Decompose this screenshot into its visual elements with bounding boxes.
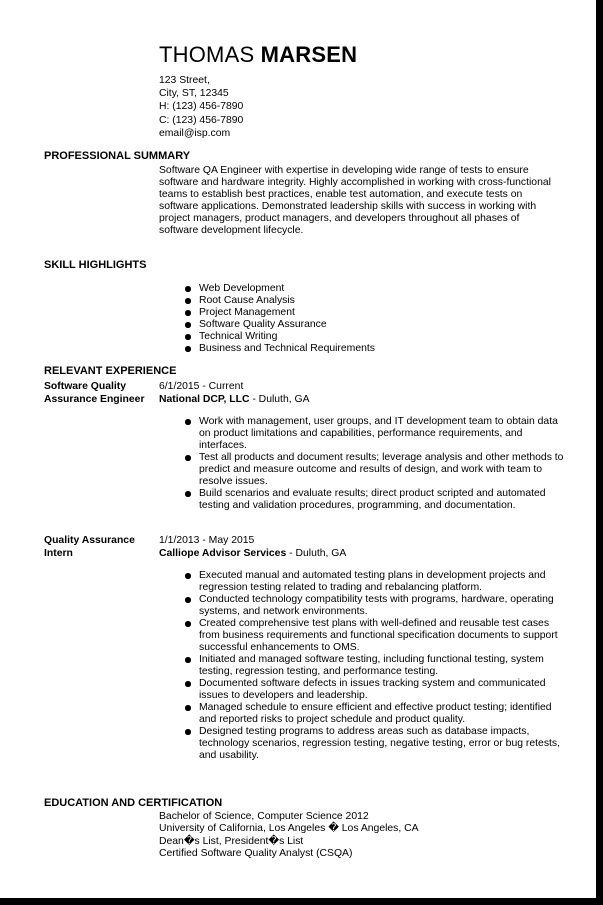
- list-item: Executed manual and automated testing plans in development projects and regression testing related to trading and rebalancing platform.: [184, 570, 569, 594]
- job-title: Quality Assurance Intern: [44, 535, 135, 559]
- job-employer: [159, 548, 346, 561]
- list-item: Project Management: [184, 307, 375, 319]
- job-title: Software Quality Assurance Engineer: [44, 381, 145, 405]
- list-item: Build scenarios and evaluate results; direct product scripted and automated testing and validation procedures, programming, and documentation.: [184, 488, 569, 512]
- list-item: Business and Technical Requirements: [184, 343, 375, 355]
- list-item: Documented software defects in issues tracking system and communicated issues to developers and leadership.: [184, 678, 569, 702]
- job-bullets: [184, 416, 569, 512]
- list-item: Created comprehensive test plans with well-defined and reusable test cases from business requirements and functional specification documents to support successful enhancements to OMS.: [184, 618, 569, 654]
- job-bullets: [184, 570, 569, 762]
- honors: Dean�s List, President�s List: [159, 835, 304, 847]
- list-item: Work with management, user groups, and IT development team to obtain data on product limitations and capabilities, performance requirements, and interfaces.: [184, 416, 569, 452]
- experience-heading: RELEVANT EXPERIENCE: [44, 365, 177, 377]
- university: University of California, Los Angeles � Los Angeles, CA: [159, 823, 419, 835]
- certification: Certified Software Quality Analyst (CSQA): [159, 847, 353, 859]
- home-phone: H: (123) 456-7890: [159, 101, 244, 113]
- first-name: THOMAS: [159, 42, 255, 67]
- list-item: Managed schedule to ensure efficient and effective product testing; identified and reported risks to project schedule and product quality.: [184, 702, 569, 726]
- list-item: Conducted technology compatibility tests with programs, hardware, operating systems, and network environments.: [184, 594, 569, 618]
- list-item: Web Development: [184, 283, 375, 295]
- company-name: Calliope Advisor Services: [159, 547, 287, 559]
- list-item: Test all products and document results; leverage analysis and other methods to predict and measure outcome and results of design, and work with team to resolve issues.: [184, 452, 569, 488]
- job-location: - Duluth, GA: [249, 393, 310, 405]
- job-dates: 1/1/2013 - May 2015: [159, 535, 255, 546]
- summary-heading: PROFESSIONAL SUMMARY: [44, 150, 191, 162]
- company-name: National DCP, LLC: [159, 393, 250, 405]
- job-employer: [159, 394, 310, 407]
- candidate-name: [159, 42, 357, 68]
- contact-info: [159, 74, 243, 140]
- list-item: Software Quality Assurance: [184, 319, 375, 331]
- skills-heading: SKILL HIGHLIGHTS: [44, 259, 147, 271]
- job-dates: 6/1/2015 - Current: [159, 381, 244, 392]
- job-meta: [159, 535, 346, 560]
- address-city: City, ST, 12345: [159, 88, 229, 100]
- job-location: - Duluth, GA: [286, 547, 347, 559]
- education-heading: EDUCATION AND CERTIFICATION: [44, 797, 223, 809]
- list-item: Technical Writing: [184, 331, 375, 343]
- list-item: Designed testing programs to address areas such as database impacts, technology scenarios, regression testing, negative testing, error or bug retests, and usability.: [184, 726, 569, 762]
- education-list: [159, 811, 419, 860]
- last-name: MARSEN: [260, 42, 358, 67]
- cell-phone: C: (123) 456-7890: [159, 114, 244, 126]
- summary-text: Software QA Engineer with expertise in developing wide range of tests to ensure software and hardware integrity. Highly accomplished in working with cross-functional teams to establish best practices, enable test automation, and execute tests on software applications. Demonstrated leadership skills with success in working with project managers, product managers, and developers throughout all phases of software development lifecycle.: [159, 165, 551, 237]
- job-meta: [159, 381, 310, 406]
- address-street: 123 Street,: [159, 75, 210, 86]
- list-item: Initiated and managed software testing, including functional testing, system testing, regression testing, and performance testing.: [184, 654, 569, 678]
- email: email@isp.com: [159, 127, 231, 139]
- list-item: Root Cause Analysis: [184, 295, 375, 307]
- degree: Bachelor of Science, Computer Science 2012: [159, 811, 369, 822]
- skills-list: [184, 283, 375, 356]
